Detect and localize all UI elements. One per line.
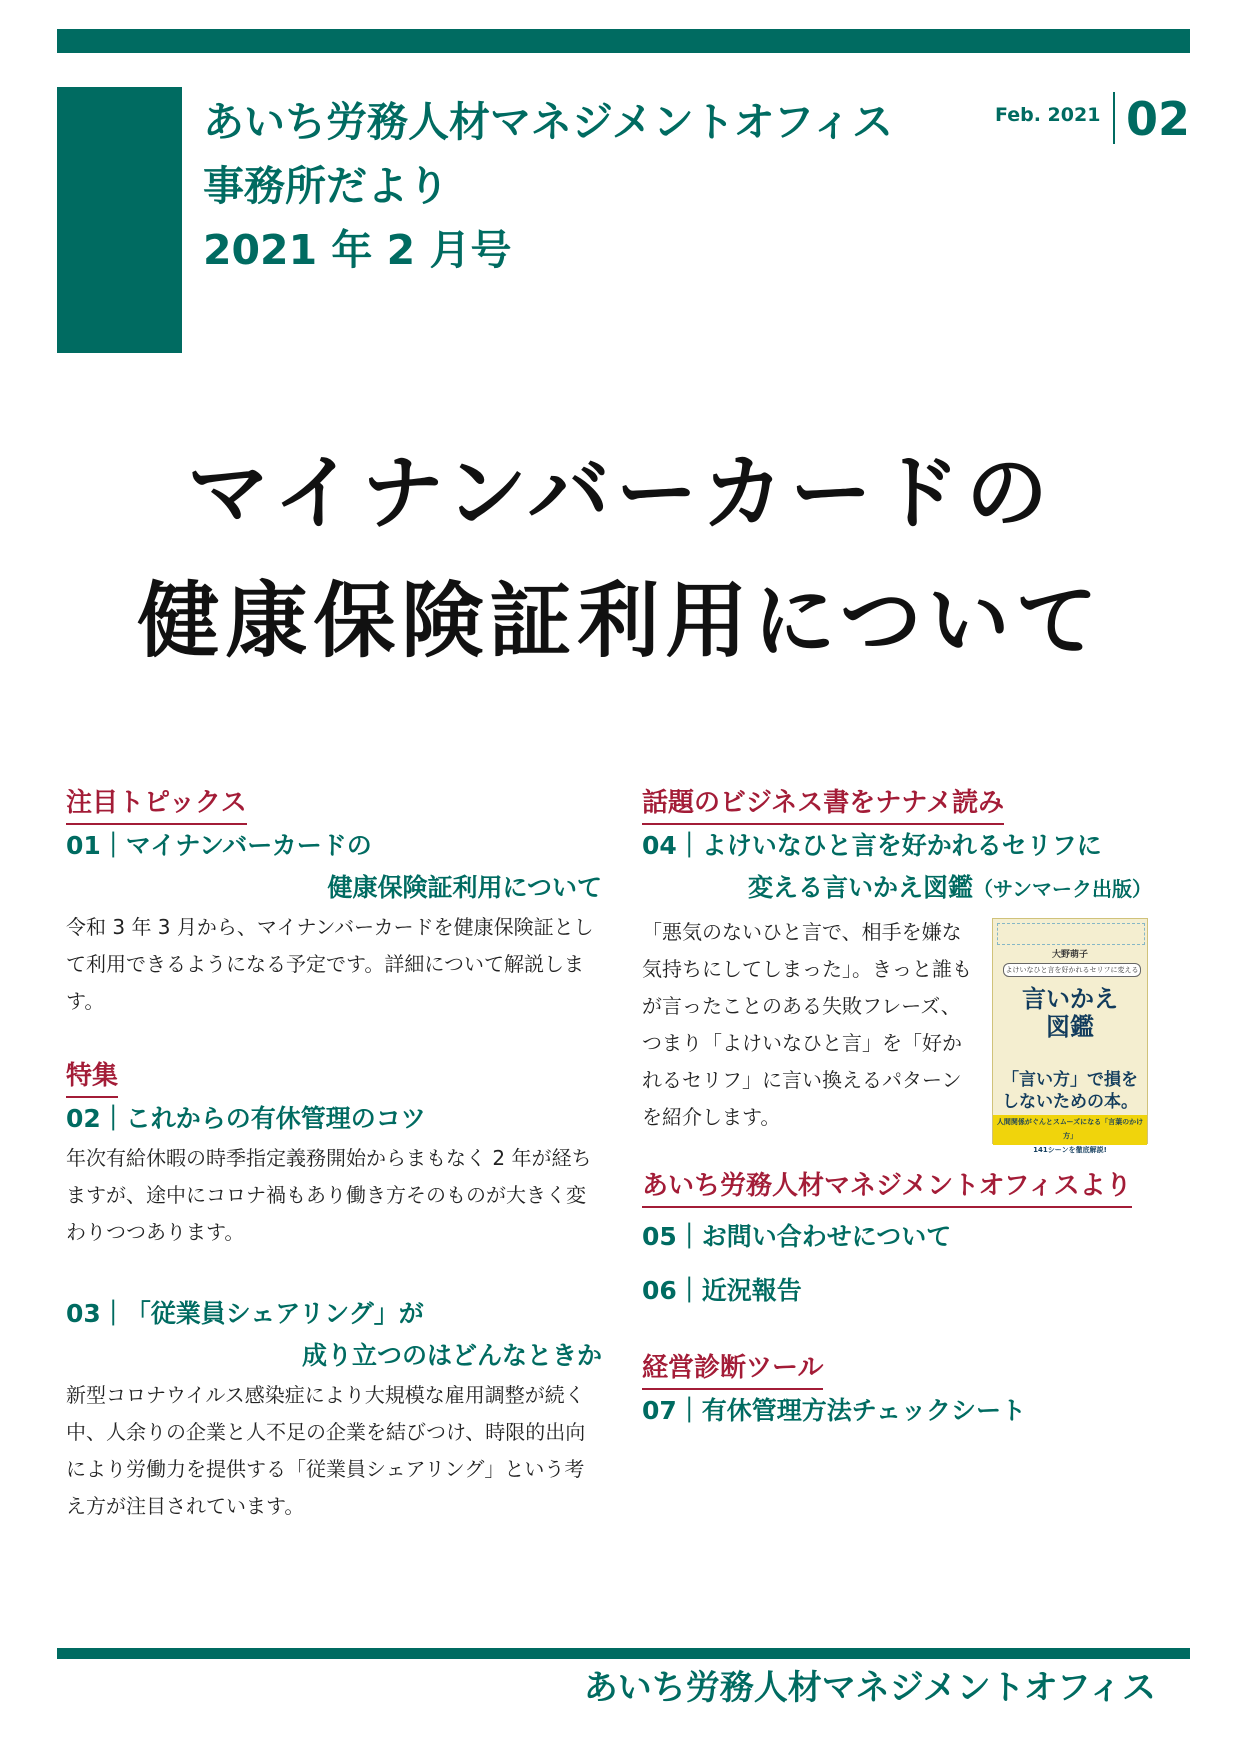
article-03-summary: 新型コロナウイルス感染症により大規模な雇用調整が続く中、人余りの企業と人不足の企業を結びつけ、時限的出向により労働力を提供する「従業員シェアリング」という考え方が注目されています。 [66,1383,586,1518]
issue-number: 02 [1126,92,1191,146]
book-title-text: 変える言いかえ図鑑 [748,873,974,902]
section-tools [642,1350,1172,1432]
cover-main-title [993,985,1147,1041]
book-cover-image [992,918,1148,1154]
article-06-title[interactable]: 06｜近況報告 [642,1276,802,1305]
cover-main-title-line-2: 図鑑 [1046,1013,1094,1041]
issue-date: Feb. 2021 [995,104,1101,126]
top-accent-bar [57,29,1190,53]
feature-headline [0,430,1241,686]
cover-band [993,1115,1147,1154]
newsletter-title [203,90,893,282]
section-special [66,1058,602,1251]
section-title: 話題のビジネス書をナナメ読み [642,785,1004,825]
section-title: 経営診断ツール [642,1350,823,1390]
section-topics [66,785,602,1020]
publisher-label: （サンマーク出版） [973,877,1153,901]
section-title: 注目トピックス [66,785,247,825]
article-02-summary: 年次有給休暇の時季指定義務開始からまもなく 2 年が経ちますが、途中にコロナ禍もあり働き方そのものが大きく変わりつつあります。 [66,1146,592,1244]
bottom-accent-bar [57,1648,1190,1659]
cover-author: 大野萌子 [1051,950,1088,960]
cover-subtitle: よけいなひと言を好かれるセリフに変える [1003,963,1141,977]
article-03-title[interactable]: 03｜「従業員シェアリング」が [66,1299,424,1328]
book-review [642,914,1172,1154]
section-article-03 [66,1293,602,1525]
article-03-title-cont[interactable]: 成り立つのはどんなときか [301,1341,602,1370]
article-01-title-cont[interactable]: 健康保険証利用について [327,873,602,902]
newsletter-title-line-2: 事務所だより [203,162,449,210]
newsletter-title-line-3: 2021 年 2 月号 [203,226,512,274]
newsletter-title-line-1: あいち労務人材マネジメントオフィス [203,98,894,146]
cover-main-title-line-1: 言いかえ [1022,985,1118,1013]
article-05-title[interactable]: 05｜お問い合わせについて [642,1222,952,1251]
cover-catch-line-1: 「言い方」で損を [1002,1070,1138,1090]
right-column [642,785,1172,1432]
article-04-title-cont[interactable] [642,867,1172,910]
cover-band-line-2: 141シーンを徹底解説! [1033,1146,1107,1154]
section-business-books [642,785,1172,1154]
left-column [66,785,602,1525]
article-04-summary: 「悪気のないひと言で、相手を嫌な気持ちにしてしまった」。きっと誰もが言ったことのある失敗フレーズ、つまり「よけいなひと言」を「好かれるセリフ」に言い換えるパターンを紹介します。 [642,920,972,1129]
footer-office-name: あいち労務人材マネジメントオフィス [583,1668,1156,1708]
section-office [642,1168,1172,1312]
article-01-title[interactable]: 01｜マイナンバーカードの [66,831,372,860]
issue-divider [1113,92,1115,144]
section-title: 特集 [66,1058,118,1098]
article-02-title[interactable]: 02｜これからの有休管理のコツ [66,1104,426,1133]
cover-band-line-1: 人間関係がぐんとスムーズになる「言葉のかけ方」 [996,1118,1144,1140]
cover-catchphrase [993,1069,1147,1113]
header-color-block [57,87,182,353]
feature-headline-line-2: 健康保険証利用について [137,574,1104,669]
section-title: あいち労務人材マネジメントオフィスより [642,1168,1132,1208]
cover-catch-line-2: しないための本。 [1002,1092,1138,1112]
article-07-title[interactable]: 07｜有休管理方法チェックシート [642,1396,1027,1425]
feature-headline-line-1: マイナンバーカードの [187,446,1054,541]
article-01-summary: 令和 3 年 3 月から、マイナンバーカードを健康保険証として利用できるようになる予定です。詳細について解説します。 [66,915,594,1013]
cover-decoration [997,923,1145,945]
article-04-title[interactable]: 04｜よけいなひと言を好かれるセリフに [642,831,1102,860]
